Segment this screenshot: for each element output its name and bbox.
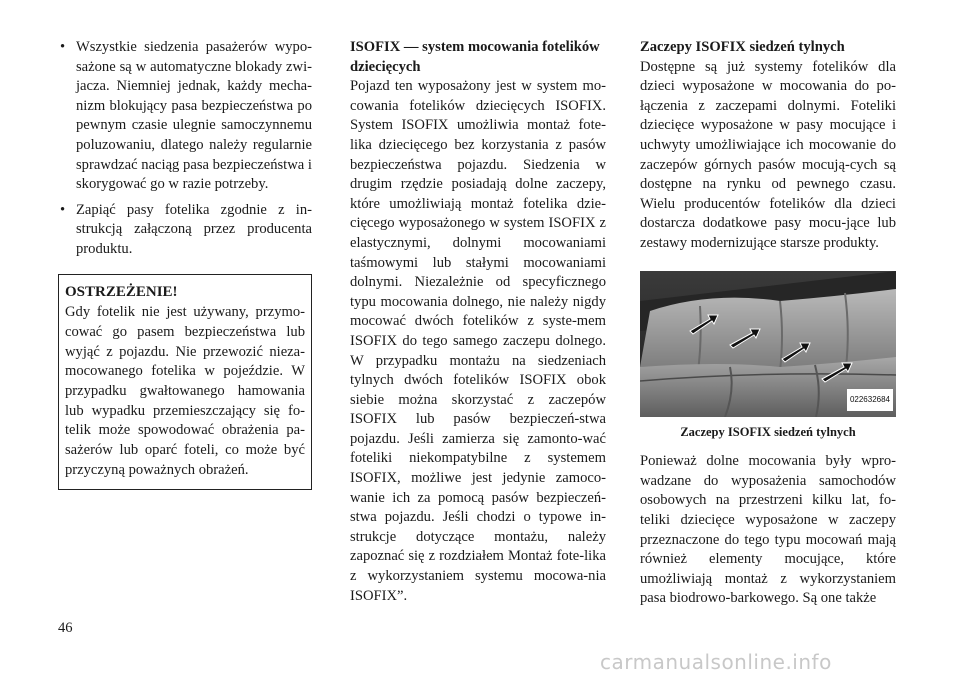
figure-caption: Zaczepy ISOFIX siedzeń tylnych (680, 424, 856, 439)
rear-anchors-heading: Zaczepy ISOFIX siedzeń tylnych (640, 39, 845, 55)
watermark: carmanualsonline.info (600, 650, 832, 674)
rear-anchors-body-continued: Ponieważ dolne mocowania były wpro-wadzane do wyposażenia samochodów osobowych na przestrzeni kilku lat, fo-teliki dziecięce wyposażone w zaczepy przeznaczone do tego typu mocowań mają również elementy mocujące, które umożliwiają montaż z wykorzystaniem pasa biodrowo-barkowego. Są one także (640, 453, 896, 607)
bullet-text: Wszystkie siedzenia pasażerów wypo-sażone są w automatyczne blokady zwi-jacza. Niemniej jednak, każdy mecha-nizm blokujący pasa bezpieczeństwa po pewnym czasie ulegnie samoczynnemu poluzowaniu, dlatego należy regularnie sprawdzać naciąg pasa bezpieczeństwa i skorygować go w razie potrzeby. (76, 39, 312, 193)
seat-photo (640, 271, 896, 417)
warning-box (58, 274, 312, 490)
bullet-list (58, 38, 312, 260)
warning-title: OSTRZEŻENIE! (65, 283, 178, 300)
left-column (58, 38, 312, 490)
bullet-icon: • (60, 201, 66, 218)
isofix-heading: ISOFIX — system mocowania fotelików dziecięcych (350, 39, 600, 75)
middle-column (350, 38, 606, 606)
list-item (58, 201, 312, 260)
rear-anchors-body: Dostępne są już systemy fotelików dla dzieci wyposażone w mocowania do po-łączenia z zaczepami dolnymi. Foteliki dziecięce wyposażone w pasy mocujące i uchwyty umożliwiające ich mocowanie do zaczepów górnych pasów mocują-cych są dostępne na rynku od pewnego czasu. Wielu producentów fotelików dla dzieci dostarcza dodatkowe pasy mocu-jące lub zestawy modernizujące starsze produkty. (640, 58, 896, 251)
image-code: 022632684 (847, 389, 893, 411)
bullet-icon: • (60, 39, 66, 55)
page-number: 46 (58, 620, 73, 636)
list-item (58, 38, 312, 195)
right-column (640, 38, 896, 609)
warning-text: Gdy fotelik nie jest używany, przymo-cować go pasem bezpieczeństwa lub wyjąć z pojazdu. Nie przewozić nieza-mocowanego fotelika w pojeździe. W przypadku gwałtowanego hamowania lub wypadku przemieszczający się fo-telik może spowodować obrażenia pa-sażerów lub oparć foteli, co może być przyczyną poważnych obrażeń. (65, 304, 305, 478)
isofix-body: Pojazd ten wyposażony jest w system mo-cowania fotelików dziecięcych ISOFIX. System ISOFIX umożliwia montaż fote-lika dziecięcego bez korzystania z pasów bezpieczeństwa pojazdu. Siedzenia w drugim rzędzie posiadają dolne zaczepy, które umożliwiają montaż fotelika dzie-cięcego wyposażonego w system ISOFIX z elastycznymi, dolnymi mocowaniami taśmowymi lub stałymi mocowaniami dolnymi. Niezależnie od specyficznego typu mocowania dolnego, nie należy nigdy mocować dwóch fotelików z syste-mem ISOFIX do tego samego zaczepu dolnego. W przypadku montażu na siedzeniach tylnych dwóch fotelików ISOFIX obok siebie można skorzystać z zaczepów ISOFIX lub pasów bezpieczeń-stwa pojazdu. Jeśli zamierza się zamonto-wać foteliki niekompatybilne z systemem ISOFIX, możliwe jest jedynie zamoco-wanie ich za pomocą pasów bezpieczeń-stwa pojazdu. Jeśli chodzi o typowe in-strukcje dotyczące montażu, należy zapoznać się z rozdziałem Montaż fote-lika z wykorzystaniem systemu mocowa-nia ISOFIX”. (350, 78, 606, 604)
bullet-text: Zapiąć pasy fotelika zgodnie z in-strukcją załączoną przez producenta produktu. (76, 201, 312, 257)
